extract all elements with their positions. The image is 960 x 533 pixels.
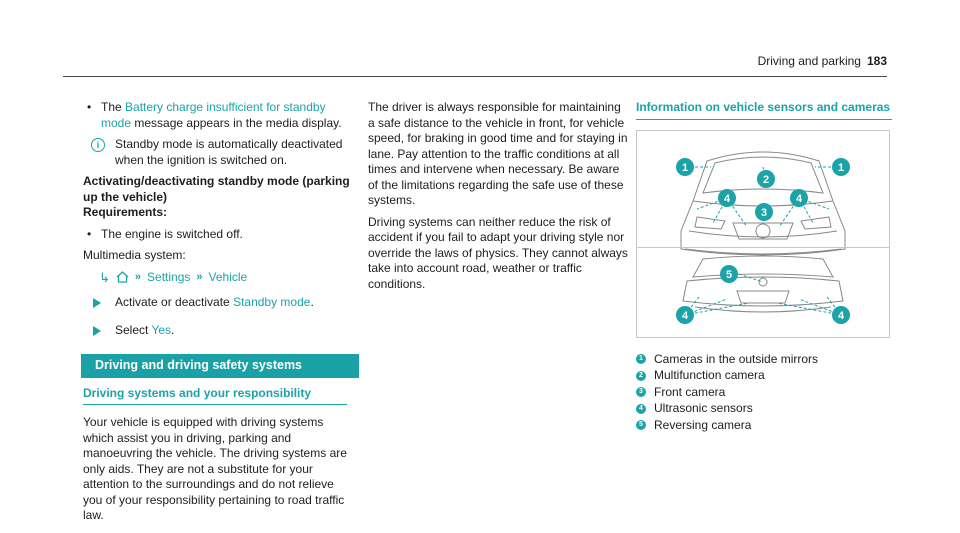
- legend-item: [636, 368, 892, 384]
- callout-label: 4: [723, 192, 731, 205]
- callout-label: 4: [681, 309, 689, 322]
- requirements-label: Requirements:: [83, 205, 168, 219]
- section-band: Driving and driving safety systems: [81, 354, 359, 378]
- chevron-icon: »: [134, 270, 142, 283]
- legend-item: [636, 352, 892, 368]
- action-arrow-icon: [93, 298, 101, 308]
- legend-text: Reversing camera: [654, 417, 752, 432]
- legend-text: Front camera: [654, 384, 726, 399]
- callout-label: 5: [725, 268, 733, 281]
- callout-label: 3: [760, 206, 768, 219]
- action-arrow-icon: [93, 326, 101, 336]
- home-icon: [116, 271, 129, 283]
- list-item: • The engine is switched off.: [83, 227, 355, 243]
- vehicle-sensor-figure: [636, 130, 890, 338]
- callout-label: 4: [795, 192, 803, 205]
- action-step: Select Yes.: [83, 323, 355, 339]
- vehicle-link: Vehicle: [208, 269, 248, 284]
- standby-mode-link: Standby mode: [233, 295, 311, 309]
- section-heading: Activating/deactivating standby mode (parking up the vehicle): [83, 174, 350, 204]
- legend-item: [636, 418, 892, 434]
- header-rule: [63, 76, 887, 77]
- column-left: [83, 100, 355, 530]
- info-icon: i: [91, 138, 105, 152]
- column-right: [636, 100, 892, 434]
- legend-number: 2: [636, 371, 646, 381]
- legend-number: 1: [636, 354, 646, 364]
- page-number: 183: [866, 54, 887, 68]
- callout-label: 1: [681, 161, 689, 174]
- car-illustration: [637, 131, 889, 337]
- info-note: i Standby mode is automatically deactivated when the ignition is switched on.: [83, 137, 355, 168]
- legend-item: [636, 385, 892, 401]
- body-paragraph: Driving systems can neither reduce the risk of accident if you fail to adapt your driving style nor override the laws of physics. They cannot always take into account road, weather or traffic conditions.: [368, 214, 628, 291]
- legend-text: Cameras in the outside mirrors: [654, 351, 819, 366]
- header-title: Driving and parking: [757, 54, 861, 68]
- callout-label: 2: [762, 173, 770, 186]
- legend-number: 3: [636, 387, 646, 397]
- legend-item: [636, 401, 892, 417]
- callout-label: 1: [837, 161, 845, 174]
- message-link: Battery charge insufficient for standby mode: [101, 100, 326, 130]
- subsection-heading: Information on vehicle sensors and cameras: [636, 100, 892, 120]
- yes-link: Yes: [151, 322, 172, 337]
- menu-path: [83, 270, 355, 286]
- list-item: • The Battery charge insufficient for standby mode message appears in the media display.: [83, 100, 355, 131]
- page-header: [758, 54, 887, 68]
- return-arrow-icon: ↳: [99, 269, 110, 285]
- column-middle: [368, 100, 628, 298]
- callout-label: 4: [837, 309, 845, 322]
- multimedia-label: Multimedia system:: [83, 248, 186, 262]
- legend-text: Ultrasonic sensors: [654, 401, 753, 415]
- legend-number: 4: [636, 404, 646, 414]
- figure-legend: [636, 352, 892, 434]
- legend-number: 5: [636, 420, 646, 430]
- action-step: Activate or deactivate Standby mode.: [83, 295, 355, 311]
- body-paragraph: Your vehicle is equipped with driving systems which assist you in driving, parking and manoeuvring the vehicle. The driving systems are only aids. They are not a substitute for your attention to the surroundings and do not relieve you of your responsibility pertaining to road traffic law.: [83, 415, 347, 522]
- legend-text: Multifunction camera: [654, 368, 765, 382]
- settings-link: Settings: [147, 269, 191, 284]
- chevron-icon: »: [196, 270, 203, 283]
- body-paragraph: The driver is always responsible for maintaining a safe distance to the vehicle in front, for vehicle speed, for braking in good time and for staying in lane. Pay attention to the traffic conditions at all times and intervene when necessary. Be aware of the limitations regarding the safe use of these systems.: [368, 100, 628, 207]
- subsection-heading: Driving systems and your responsibility: [83, 386, 347, 406]
